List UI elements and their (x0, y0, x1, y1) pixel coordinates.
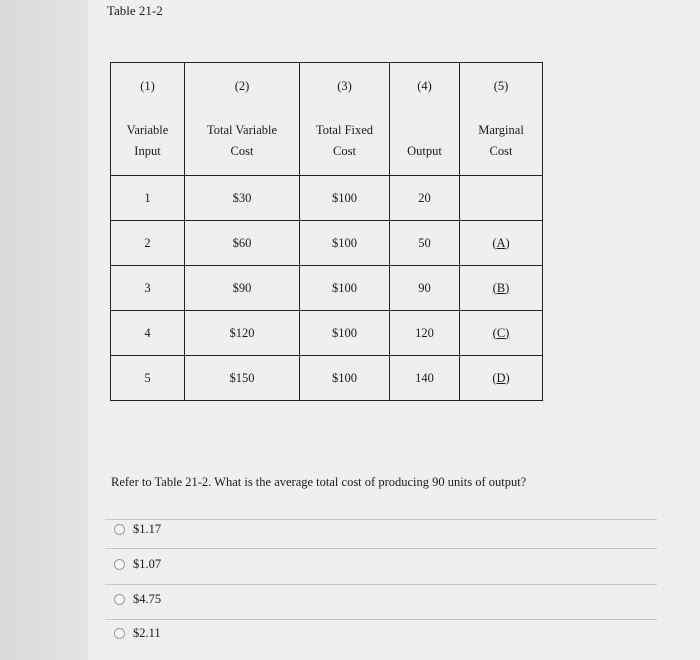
table-row (111, 356, 543, 401)
radio-button-icon[interactable] (114, 559, 125, 570)
table-header-row (111, 63, 543, 176)
cell-variable-input: 2 (111, 221, 185, 266)
table-row (111, 311, 543, 356)
header-number: (3) (337, 79, 352, 93)
header-marginal-cost (460, 63, 543, 176)
cell-variable-input: 4 (111, 311, 185, 356)
radio-button-icon[interactable] (114, 628, 125, 639)
header-output (390, 63, 460, 176)
header-label: Total Fixed Cost (315, 123, 374, 158)
header-number: (2) (234, 79, 250, 93)
cell-variable-input: 3 (111, 266, 185, 311)
table-row (111, 221, 543, 266)
cell-total-fixed-cost: $100 (300, 356, 390, 401)
cell-total-fixed-cost: $100 (300, 221, 390, 266)
background-shade (0, 0, 88, 660)
divider (105, 619, 657, 620)
header-label: Variable Input (126, 123, 169, 158)
divider (105, 584, 657, 585)
header-total-fixed-cost (300, 63, 390, 176)
cell-marginal-cost (460, 176, 543, 221)
cell-marginal-cost: (A) (460, 221, 543, 266)
cell-total-variable-cost: $30 (185, 176, 300, 221)
cell-variable-input: 1 (111, 176, 185, 221)
cell-total-fixed-cost: $100 (300, 266, 390, 311)
cell-output: 120 (390, 311, 460, 356)
header-number: (4) (417, 79, 432, 93)
header-number: (1) (140, 79, 155, 93)
answer-option-4[interactable] (114, 626, 161, 641)
cost-table (110, 62, 543, 401)
option-label: $2.11 (133, 626, 161, 640)
header-label: Output (407, 144, 442, 158)
table-title: Table 21-2 (107, 3, 163, 18)
header-label: Marginal Cost (478, 123, 524, 158)
cell-output: 50 (390, 221, 460, 266)
option-label: $4.75 (133, 592, 162, 606)
header-variable-input (111, 63, 185, 176)
cell-total-fixed-cost: $100 (300, 176, 390, 221)
answer-option-2[interactable] (114, 557, 161, 572)
divider (105, 548, 657, 549)
cell-total-variable-cost: $60 (185, 221, 300, 266)
header-number: (5) (493, 79, 509, 93)
cell-output: 90 (390, 266, 460, 311)
header-total-variable-cost (185, 63, 300, 176)
question-text: Refer to Table 21-2. What is the average total cost of producing 90 units of output? (111, 475, 527, 489)
cell-marginal-cost: (C) (460, 311, 543, 356)
cell-marginal-cost: (D) (460, 356, 543, 401)
option-label: $1.07 (133, 557, 162, 571)
cell-output: 140 (390, 356, 460, 401)
cell-total-fixed-cost: $100 (300, 311, 390, 356)
answer-option-3[interactable] (114, 592, 161, 607)
header-label: Total Variable Cost (206, 123, 278, 158)
cell-marginal-cost: (B) (460, 266, 543, 311)
table-row (111, 266, 543, 311)
answer-option-1[interactable] (114, 522, 161, 537)
cell-total-variable-cost: $150 (185, 356, 300, 401)
cell-output: 20 (390, 176, 460, 221)
radio-button-icon[interactable] (114, 524, 125, 535)
option-label: $1.17 (133, 522, 162, 536)
radio-button-icon[interactable] (114, 594, 125, 605)
divider (105, 519, 657, 520)
cell-total-variable-cost: $90 (185, 266, 300, 311)
cell-total-variable-cost: $120 (185, 311, 300, 356)
cell-variable-input: 5 (111, 356, 185, 401)
table-row (111, 176, 543, 221)
